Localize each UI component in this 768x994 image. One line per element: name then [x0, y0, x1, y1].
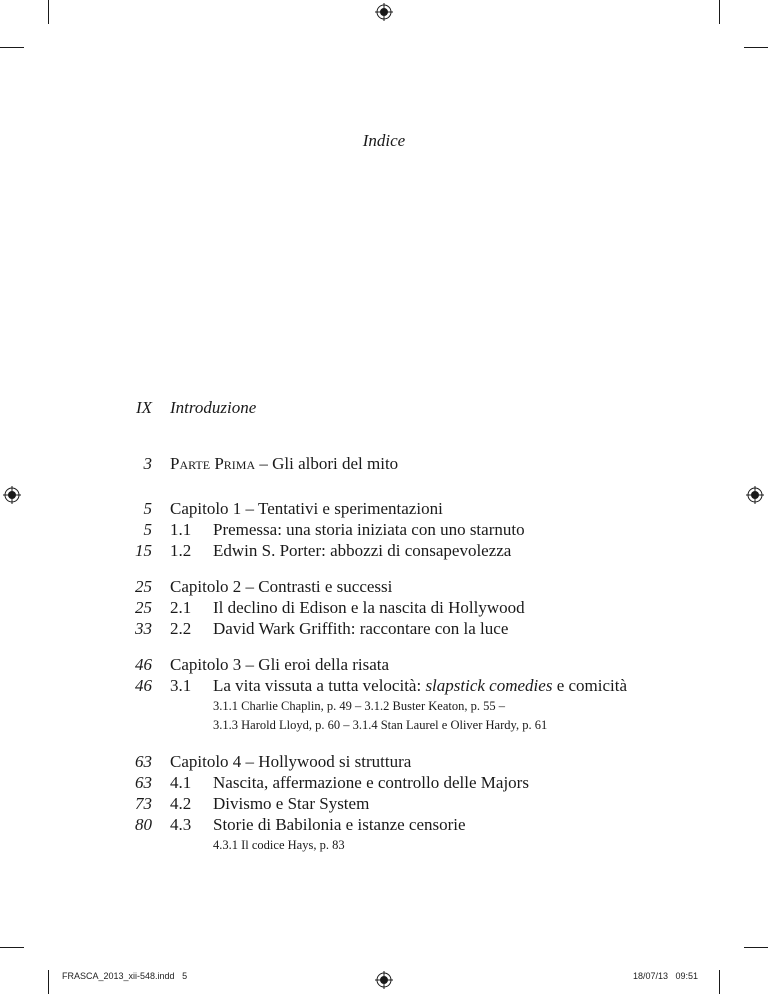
- registration-mark-icon: [375, 971, 393, 989]
- label-part: e comicità: [552, 676, 628, 695]
- footer-filename: FRASCA_2013_xii-548.indd 5: [62, 971, 188, 981]
- entry-label: Capitolo 4 – Hollywood si struttura: [170, 752, 412, 771]
- subsection-text: 4.3.1 Il codice Hays, p. 83: [213, 838, 345, 852]
- entry-label: Premessa: una storia iniziata con uno starnuto: [213, 520, 525, 539]
- page-number: 25: [135, 598, 152, 617]
- page-number: 46: [135, 676, 152, 695]
- label-part: La vita vissuta a tutta velocità:: [213, 676, 426, 695]
- section-number: 1.1: [170, 520, 192, 539]
- page-number: 5: [143, 499, 152, 518]
- entry-label: [170, 453, 398, 475]
- entry-label: David Wark Griffith: raccontare con la luce: [213, 619, 509, 638]
- page-number: 25: [135, 577, 152, 596]
- page-number: 80: [135, 815, 152, 834]
- footer-timestamp: 18/07/13 09:51: [633, 971, 699, 981]
- entry-label: Divismo e Star System: [213, 794, 370, 813]
- crop-mark: [0, 947, 24, 948]
- section-number: 2.1: [170, 598, 192, 617]
- part-label-smallcaps: Parte Prima: [170, 454, 256, 473]
- page-number: 33: [135, 619, 152, 638]
- section-number: 2.2: [170, 619, 192, 638]
- section-number: 1.2: [170, 541, 192, 560]
- crop-mark: [48, 970, 49, 994]
- entry-label: Il declino di Edison e la nascita di Hollywood: [213, 598, 525, 617]
- page-number: 5: [143, 520, 152, 539]
- crop-mark: [744, 47, 768, 48]
- crop-mark: [719, 970, 720, 994]
- entry-label: Capitolo 1 – Tentativi e sperimentazioni: [170, 499, 443, 518]
- page-number: 73: [135, 794, 152, 813]
- section-number: 3.1: [170, 676, 192, 695]
- crop-mark: [48, 0, 49, 24]
- subsection-text: 3.1.3 Harold Lloyd, p. 60 – 3.1.4 Stan Laurel e Oliver Hardy, p. 61: [213, 718, 548, 732]
- page-title: Indice: [362, 131, 406, 150]
- registration-mark-icon: [746, 486, 764, 504]
- part-label-rest: – Gli albori del mito: [255, 454, 399, 473]
- page-number: 3: [143, 454, 152, 473]
- entry-label: Introduzione: [170, 398, 257, 417]
- crop-mark: [719, 0, 720, 24]
- page-number: 46: [135, 655, 152, 674]
- registration-mark-icon: [375, 3, 393, 21]
- section-number: 4.3: [170, 815, 192, 834]
- crop-mark: [744, 947, 768, 948]
- entry-label: Capitolo 3 – Gli eroi della risata: [170, 655, 390, 674]
- entry-label: [213, 675, 627, 697]
- page-number: 15: [135, 541, 152, 560]
- registration-mark-icon: [3, 486, 21, 504]
- page-number: 63: [135, 752, 152, 771]
- entry-label: Edwin S. Porter: abbozzi di consapevolezza: [213, 541, 512, 560]
- subsection-text: 3.1.1 Charlie Chaplin, p. 49 – 3.1.2 Buster Keaton, p. 55 –: [213, 699, 505, 713]
- crop-mark: [0, 47, 24, 48]
- entry-label: Capitolo 2 – Contrasti e successi: [170, 577, 393, 596]
- page-number: 63: [135, 773, 152, 792]
- entry-label: Nascita, affermazione e controllo delle Majors: [213, 773, 529, 792]
- page-number: IX: [135, 398, 152, 417]
- entry-label: Storie di Babilonia e istanze censorie: [213, 815, 466, 834]
- section-number: 4.2: [170, 794, 192, 813]
- label-italic-part: slapstick comedies: [425, 676, 553, 695]
- section-number: 4.1: [170, 773, 192, 792]
